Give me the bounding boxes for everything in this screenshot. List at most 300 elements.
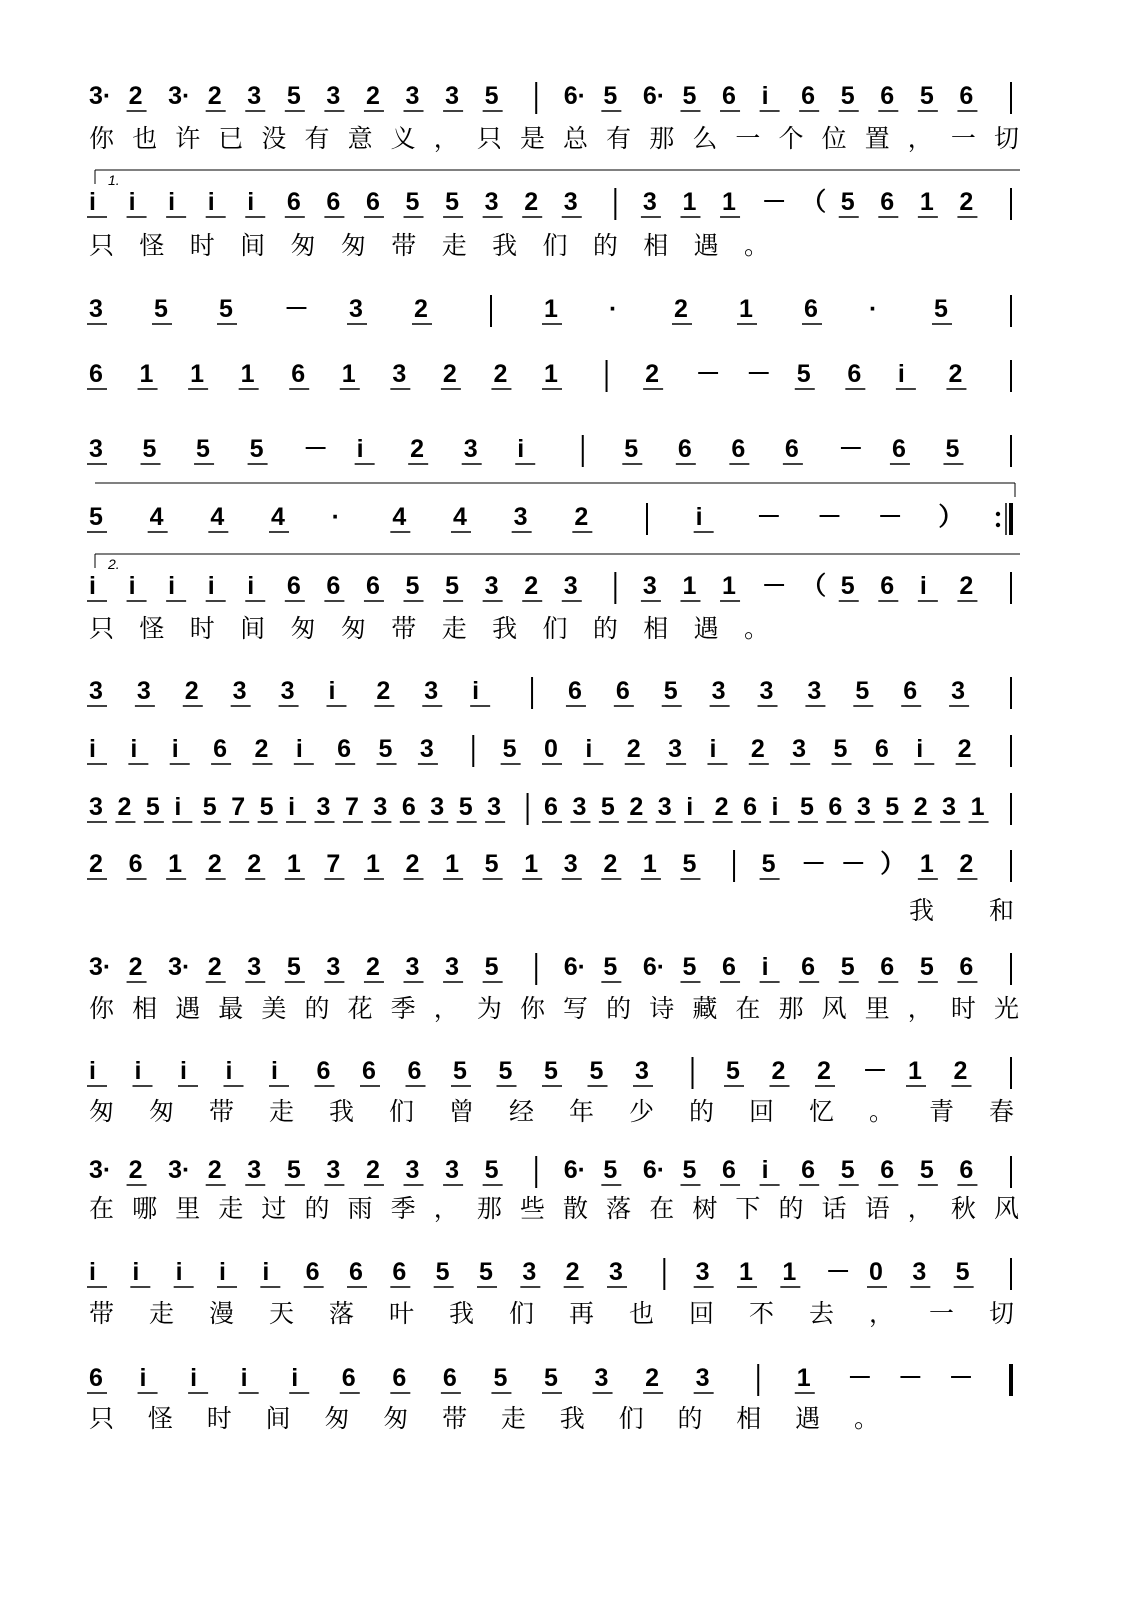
note: 7 bbox=[326, 850, 341, 878]
note: 5 bbox=[484, 850, 499, 878]
note: 5 bbox=[840, 82, 855, 110]
note: 6· bbox=[563, 1156, 587, 1184]
note: 3· bbox=[168, 1156, 191, 1184]
lyric-char: 漫 bbox=[209, 1299, 235, 1328]
lyric-char: 总 bbox=[563, 124, 589, 153]
note: 0 bbox=[869, 1258, 883, 1286]
lyric-char: 切 bbox=[989, 1299, 1015, 1328]
note: 4 bbox=[210, 503, 225, 531]
lyric-char: 有 bbox=[304, 124, 330, 153]
lyric-char: 叶 bbox=[389, 1299, 415, 1328]
note: 1 bbox=[796, 1364, 811, 1392]
note: 6 bbox=[407, 1057, 422, 1085]
note: i bbox=[247, 188, 255, 216]
note: 5 bbox=[624, 435, 639, 463]
lyric-char: 回 bbox=[689, 1299, 715, 1328]
note: 1 bbox=[544, 295, 558, 323]
note: 2 bbox=[207, 850, 222, 878]
note: 6 bbox=[337, 735, 352, 763]
lyric-char: 带 bbox=[442, 1404, 468, 1433]
note: 2 bbox=[365, 953, 380, 981]
note: i bbox=[295, 735, 303, 763]
lyric-char: 匆 bbox=[383, 1404, 409, 1433]
note: 3 bbox=[430, 793, 445, 821]
note: 6 bbox=[880, 572, 895, 600]
note: 3 bbox=[247, 1156, 262, 1184]
note: 5 bbox=[955, 1258, 970, 1286]
note: 3 bbox=[247, 82, 262, 110]
lyric-char: 一 bbox=[950, 124, 976, 153]
lyric-char: 们 bbox=[542, 614, 568, 643]
lyric-char: 位 bbox=[821, 124, 847, 153]
lyric-char: 的 bbox=[689, 1097, 715, 1126]
note: i bbox=[219, 1258, 226, 1286]
lyric-char: 只 bbox=[476, 124, 502, 153]
lyric-char: 最 bbox=[218, 994, 244, 1023]
note: 6 bbox=[392, 1258, 407, 1286]
note: 1 bbox=[682, 188, 697, 216]
note: 2 bbox=[184, 677, 199, 705]
lyric-char: 时 bbox=[950, 994, 976, 1023]
note: － bbox=[761, 188, 787, 216]
note: 3 bbox=[695, 1258, 710, 1286]
note: 7 bbox=[344, 793, 359, 821]
note: i bbox=[171, 735, 179, 763]
note: 5 bbox=[682, 82, 697, 110]
lyric-char: 怪 bbox=[139, 231, 165, 260]
lyric-char: ， bbox=[869, 1299, 895, 1328]
note: 3 bbox=[657, 793, 672, 821]
lyric-char: 回 bbox=[749, 1097, 775, 1126]
note: i bbox=[128, 188, 136, 216]
note: 1 bbox=[739, 1258, 753, 1286]
note: 5 bbox=[458, 793, 473, 821]
note: 2 bbox=[574, 503, 589, 531]
note: 2 bbox=[207, 1156, 222, 1184]
lyric-char: 匆 bbox=[290, 614, 316, 643]
note: 6 bbox=[891, 435, 906, 463]
lyric-char: 年 bbox=[569, 1097, 595, 1126]
note: 3 bbox=[463, 435, 478, 463]
lyric-char: 许 bbox=[175, 124, 201, 153]
note: － bbox=[847, 1364, 873, 1392]
note: 5 bbox=[202, 793, 217, 821]
note: 6 bbox=[291, 360, 306, 388]
note: 5 bbox=[484, 82, 499, 110]
note: 5 bbox=[544, 1057, 558, 1085]
repeat-dot bbox=[996, 512, 1000, 516]
note: 3 bbox=[136, 677, 151, 705]
lyric-char: 匆 bbox=[340, 231, 366, 260]
lyric-char: 诗 bbox=[649, 994, 675, 1023]
note: 3 bbox=[609, 1258, 623, 1286]
note: 0 bbox=[544, 735, 558, 763]
note: 6 bbox=[722, 82, 736, 110]
lyric-char: 花 bbox=[347, 994, 373, 1023]
note: 4 bbox=[392, 503, 407, 531]
note: i bbox=[207, 572, 215, 600]
lyric-char: 走 bbox=[149, 1299, 175, 1328]
note: 5 bbox=[286, 82, 301, 110]
lyric-char: ， bbox=[907, 1194, 933, 1223]
lyric-char: 间 bbox=[240, 231, 266, 260]
note: 2 bbox=[714, 793, 729, 821]
note: 6 bbox=[801, 82, 816, 110]
note: · bbox=[869, 295, 878, 323]
note: 2 bbox=[913, 793, 928, 821]
note: i bbox=[132, 1258, 140, 1286]
note: 3 bbox=[856, 793, 871, 821]
note: i bbox=[128, 572, 136, 600]
note: i bbox=[262, 1258, 270, 1286]
note: 5 bbox=[286, 953, 301, 981]
lyric-char: 在 bbox=[89, 1194, 115, 1223]
lyric-char: 。 bbox=[869, 1097, 895, 1126]
note: 5 bbox=[589, 1057, 604, 1085]
lyric-char: 写 bbox=[563, 994, 589, 1023]
note: － bbox=[838, 435, 864, 463]
note: 2 bbox=[89, 850, 103, 878]
lyric-char: 的 bbox=[304, 1194, 330, 1223]
note: 2 bbox=[959, 188, 974, 216]
note: 1 bbox=[782, 1258, 797, 1286]
lyric-char: 曾 bbox=[449, 1097, 475, 1126]
note: 2 bbox=[629, 793, 644, 821]
lyric-char: 的 bbox=[677, 1404, 703, 1433]
note: 3 bbox=[424, 677, 439, 705]
note: 3 bbox=[807, 677, 822, 705]
note: 3 bbox=[326, 82, 341, 110]
note: 5 bbox=[405, 188, 420, 216]
lyric-char: 义 bbox=[390, 124, 416, 153]
lyric-char: 间 bbox=[265, 1404, 291, 1433]
note: 3 bbox=[522, 1258, 537, 1286]
note: 3 bbox=[668, 735, 682, 763]
lyric-char: 么 bbox=[692, 124, 718, 153]
lyric-char: 我 bbox=[492, 231, 518, 260]
lyric-char: 风 bbox=[994, 1194, 1020, 1223]
note: 6 bbox=[89, 360, 103, 388]
note: 1 bbox=[139, 360, 154, 388]
note: 3 bbox=[89, 435, 103, 463]
note: 5 bbox=[502, 735, 517, 763]
note: － bbox=[825, 1258, 851, 1286]
lyric-char: 相 bbox=[736, 1404, 762, 1433]
note: 3 bbox=[247, 953, 262, 981]
lyric-char: 切 bbox=[994, 124, 1020, 153]
note: 1 bbox=[682, 572, 697, 600]
lyric-char: 走 bbox=[441, 614, 467, 643]
note: 3 bbox=[942, 793, 957, 821]
lyric-char: 下 bbox=[735, 1194, 761, 1223]
note: 3· bbox=[89, 953, 112, 981]
lyric-char: 和 bbox=[989, 896, 1015, 925]
note: 2 bbox=[414, 295, 428, 323]
note: 3 bbox=[405, 1156, 420, 1184]
lyric-char: 那 bbox=[476, 1194, 502, 1223]
lyric-char: 时 bbox=[206, 1404, 232, 1433]
lyric-char: 语 bbox=[864, 1194, 890, 1223]
note: 6 bbox=[722, 953, 736, 981]
lyric-char: 我 bbox=[449, 1299, 475, 1328]
note: 6 bbox=[722, 1156, 736, 1184]
note: ） bbox=[880, 850, 906, 878]
note: i bbox=[89, 1258, 96, 1286]
note: · bbox=[609, 295, 618, 323]
note: 6 bbox=[743, 793, 757, 821]
lyric-char: ， bbox=[907, 124, 933, 153]
note: i bbox=[771, 793, 779, 821]
note: 5 bbox=[840, 572, 855, 600]
note: 3 bbox=[349, 295, 363, 323]
note: － bbox=[817, 503, 843, 531]
note: i bbox=[168, 188, 176, 216]
lyric-char: 我 bbox=[559, 1404, 585, 1433]
lyric-char: ， bbox=[433, 124, 459, 153]
note: 1 bbox=[908, 1057, 922, 1085]
note: 6 bbox=[326, 188, 341, 216]
note: 6 bbox=[365, 572, 380, 600]
note: 5 bbox=[484, 1156, 499, 1184]
lyric-char: 意 bbox=[347, 124, 373, 153]
lyric-char: 的 bbox=[606, 994, 632, 1023]
note: 5 bbox=[796, 360, 811, 388]
note: 6 bbox=[959, 82, 974, 110]
note: 3 bbox=[695, 1364, 710, 1392]
note: 5 bbox=[498, 1057, 513, 1085]
lyric-char: 些 bbox=[519, 1194, 545, 1223]
lyric-char: 们 bbox=[389, 1097, 415, 1126]
note: 5 bbox=[919, 82, 934, 110]
note: 4 bbox=[271, 503, 285, 531]
note: 3 bbox=[594, 1364, 609, 1392]
lyric-char: 落 bbox=[329, 1299, 355, 1328]
note: 6 bbox=[880, 1156, 895, 1184]
note: 1 bbox=[240, 360, 255, 388]
note: 2 bbox=[207, 953, 222, 981]
note: 6 bbox=[874, 735, 889, 763]
note: 6 bbox=[959, 1156, 974, 1184]
note: 1 bbox=[739, 295, 753, 323]
lyric-char: 美 bbox=[261, 994, 287, 1023]
lyric-char: 匆 bbox=[324, 1404, 350, 1433]
note: 5 bbox=[603, 1156, 618, 1184]
note: i bbox=[190, 1364, 198, 1392]
note: i bbox=[761, 82, 769, 110]
note: 2 bbox=[948, 360, 963, 388]
note: 3· bbox=[168, 82, 191, 110]
note: 3 bbox=[951, 677, 965, 705]
note: 2 bbox=[959, 572, 974, 600]
lyric-char: 走 bbox=[269, 1097, 295, 1126]
note: 6· bbox=[642, 953, 666, 981]
note: 2 bbox=[524, 188, 539, 216]
lyric-char: 少 bbox=[629, 1097, 655, 1126]
note: 2 bbox=[410, 435, 425, 463]
note: 1 bbox=[722, 572, 736, 600]
note: 5 bbox=[493, 1364, 508, 1392]
note: 2 bbox=[674, 295, 688, 323]
note: 5 bbox=[761, 850, 776, 878]
note: 5 bbox=[219, 295, 233, 323]
note: 5 bbox=[603, 82, 618, 110]
note: 6 bbox=[305, 1258, 320, 1286]
note: 6 bbox=[365, 188, 380, 216]
lyric-char: 。 bbox=[744, 231, 770, 260]
note: 6 bbox=[880, 953, 895, 981]
note: 3· bbox=[89, 1156, 112, 1184]
note: 6 bbox=[615, 677, 630, 705]
note: 3 bbox=[405, 82, 420, 110]
note: 5 bbox=[840, 1156, 855, 1184]
note: 2 bbox=[365, 1156, 380, 1184]
lyric-char: 那 bbox=[778, 994, 804, 1023]
lyric-char: 树 bbox=[692, 1194, 718, 1223]
lyric-char: 不 bbox=[749, 1299, 775, 1328]
note: 5 bbox=[445, 188, 459, 216]
note: 1 bbox=[286, 850, 301, 878]
lyric-char: 时 bbox=[189, 231, 215, 260]
note: 5 bbox=[663, 677, 678, 705]
note: 3 bbox=[326, 1156, 341, 1184]
note: 2 bbox=[959, 850, 974, 878]
lyric-char: 匆 bbox=[149, 1097, 175, 1126]
lyric-char: 季 bbox=[390, 994, 416, 1023]
note: 6 bbox=[801, 953, 816, 981]
note: 6 bbox=[286, 572, 301, 600]
lyric-char: 时 bbox=[189, 614, 215, 643]
lyric-char: 季 bbox=[390, 1194, 416, 1223]
note: i bbox=[130, 735, 138, 763]
note: 2 bbox=[957, 735, 972, 763]
lyric-char: 间 bbox=[240, 614, 266, 643]
lyric-char: 哪 bbox=[132, 1194, 158, 1223]
note: i bbox=[695, 503, 703, 531]
lyric-char: 有 bbox=[606, 124, 632, 153]
note: 5 bbox=[378, 735, 393, 763]
note: 5 bbox=[479, 1258, 493, 1286]
lyric-char: 走 bbox=[441, 231, 467, 260]
note: 2 bbox=[128, 82, 143, 110]
note: 2 bbox=[376, 677, 391, 705]
note: i bbox=[225, 1057, 233, 1085]
lyric-char: 天 bbox=[269, 1299, 295, 1328]
lyric-char: 也 bbox=[629, 1299, 655, 1328]
lyric-char: 没 bbox=[261, 124, 287, 153]
lyric-char: 光 bbox=[994, 994, 1020, 1023]
note: 6 bbox=[213, 735, 227, 763]
lyric-char: 你 bbox=[89, 124, 115, 153]
note: 6 bbox=[286, 188, 301, 216]
note: 6 bbox=[567, 677, 582, 705]
note: － bbox=[897, 1364, 923, 1392]
lyric-char: 的 bbox=[592, 231, 618, 260]
note: 5 bbox=[445, 572, 459, 600]
volta-label: 1. bbox=[108, 172, 120, 188]
note: 5 bbox=[453, 1057, 467, 1085]
lyric-char: 带 bbox=[391, 614, 417, 643]
note: 3 bbox=[405, 953, 420, 981]
note: 1 bbox=[919, 188, 934, 216]
lyric-char: 遇 bbox=[175, 994, 201, 1023]
note: 3 bbox=[373, 793, 388, 821]
note: － bbox=[801, 850, 827, 878]
note: 1 bbox=[642, 850, 657, 878]
note: 1 bbox=[365, 850, 380, 878]
lyric-char: 走 bbox=[218, 1194, 244, 1223]
note: 3 bbox=[484, 188, 499, 216]
note: i bbox=[168, 572, 176, 600]
lyric-char: 。 bbox=[854, 1404, 880, 1433]
note: 2 bbox=[128, 953, 143, 981]
note: 2 bbox=[128, 1156, 143, 1184]
note: i bbox=[761, 1156, 769, 1184]
lyric-char: 过 bbox=[261, 1194, 287, 1223]
note: （ bbox=[801, 188, 827, 216]
lyric-char: 青 bbox=[929, 1097, 955, 1126]
lyric-char: 怪 bbox=[147, 1404, 173, 1433]
note: 3 bbox=[563, 572, 578, 600]
lyric-char: 再 bbox=[569, 1299, 595, 1328]
note: 5 bbox=[885, 793, 900, 821]
note: 2 bbox=[524, 572, 539, 600]
note: 6 bbox=[784, 435, 799, 463]
note: 6 bbox=[326, 572, 341, 600]
note: 6 bbox=[362, 1057, 376, 1085]
lyric-char: 的 bbox=[592, 614, 618, 643]
note: 3 bbox=[445, 1156, 459, 1184]
note: 5 bbox=[484, 953, 499, 981]
note: 4 bbox=[149, 503, 164, 531]
lyric-char: 经 bbox=[509, 1097, 535, 1126]
note: 5 bbox=[840, 953, 855, 981]
note: 5 bbox=[154, 295, 168, 323]
note: 2 bbox=[771, 1057, 786, 1085]
note: 6 bbox=[401, 793, 416, 821]
note: 3 bbox=[326, 953, 341, 981]
note: 3 bbox=[563, 188, 578, 216]
note: （ bbox=[801, 572, 827, 600]
note: i bbox=[89, 1057, 96, 1085]
note: i bbox=[139, 1364, 147, 1392]
lyric-char: 一 bbox=[735, 124, 761, 153]
note: 6 bbox=[801, 1156, 816, 1184]
note: i bbox=[686, 793, 694, 821]
lyric-char: 忆 bbox=[809, 1097, 835, 1126]
lyric-char: 的 bbox=[304, 994, 330, 1023]
repeat-dot bbox=[996, 523, 1000, 527]
note: 7 bbox=[231, 793, 246, 821]
note: 3 bbox=[759, 677, 774, 705]
lyric-char: 雨 bbox=[347, 1194, 373, 1223]
note: － bbox=[756, 503, 782, 531]
note: 3· bbox=[168, 953, 191, 981]
note: i bbox=[761, 953, 769, 981]
note: 2 bbox=[750, 735, 765, 763]
note: i bbox=[89, 572, 96, 600]
note: 6 bbox=[392, 1364, 407, 1392]
note: 2 bbox=[493, 360, 508, 388]
note: i bbox=[291, 1364, 299, 1392]
note: i bbox=[175, 1258, 183, 1286]
lyric-char: 遇 bbox=[693, 614, 719, 643]
note: i bbox=[180, 1057, 187, 1085]
note: 3 bbox=[392, 360, 407, 388]
note: － bbox=[948, 1364, 974, 1392]
lyric-char: 带 bbox=[391, 231, 417, 260]
lyric-char: 遇 bbox=[795, 1404, 821, 1433]
lyric-char: 秋 bbox=[950, 1194, 976, 1223]
